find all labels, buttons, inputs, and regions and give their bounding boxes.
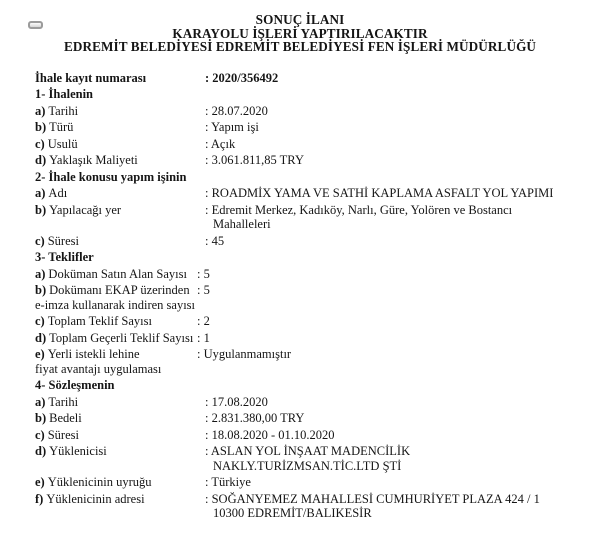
field-value	[205, 444, 582, 473]
field-label	[35, 475, 205, 490]
field-prefix: a)	[35, 266, 46, 281]
field-prefix: b)	[35, 283, 47, 297]
field-label	[35, 283, 197, 312]
document-page	[0, 13, 600, 539]
field-label	[35, 428, 205, 443]
field-value-line: : 2	[197, 314, 210, 328]
field-value-line: NAKLY.TURİZMSAN.TİC.LTD ŞTİ	[213, 458, 402, 473]
field-value-line: : 5	[197, 283, 210, 297]
field-label	[35, 267, 197, 282]
collapse-handle-icon[interactable]	[28, 21, 43, 29]
field-value	[205, 203, 582, 232]
field-value-line: : 28.07.2020	[205, 103, 268, 118]
field-label-text: Doküman Satın Alan Sayısı	[48, 266, 187, 281]
field-label-text: Toplam Geçerli Teklif Sayısı	[49, 330, 194, 345]
field-value	[197, 267, 582, 282]
announcement-table	[35, 71, 582, 521]
section-header	[35, 170, 582, 185]
field-value-line: : ROADMİX YAMA VE SATHİ KAPLAMA ASFALT YOL YAPIMI	[205, 186, 554, 200]
field-value-line: : 5	[197, 266, 210, 281]
table-row	[35, 267, 582, 282]
field-value-line: : 17.08.2020	[205, 394, 268, 409]
document-subtitle: KARAYOLU İŞLERİ YAPTIRILACAKTIR	[172, 25, 428, 41]
field-value	[197, 347, 582, 362]
field-prefix: f)	[35, 491, 44, 506]
table-row	[35, 186, 582, 201]
table-row	[35, 411, 582, 426]
field-label	[35, 492, 205, 507]
table-row	[35, 203, 582, 232]
field-value	[205, 395, 582, 410]
table-row	[35, 347, 582, 376]
field-label	[35, 137, 205, 152]
field-value-line: : Edremit Merkez, Kadıköy, Narlı, Güre, Yolören ve Bostancı	[205, 202, 513, 217]
field-value-line: : 2.831.380,00 TRY	[205, 411, 305, 425]
table-row	[35, 475, 582, 490]
table-row	[35, 428, 582, 443]
field-prefix: a)	[35, 103, 46, 118]
table-row	[35, 120, 582, 135]
section-title: 4- Sözleşmenin	[35, 378, 115, 392]
table-row	[35, 234, 582, 249]
section-header	[35, 87, 582, 102]
section-header	[35, 378, 582, 393]
field-value	[197, 331, 582, 346]
field-value	[205, 71, 582, 86]
field-label-text: Yüklenicinin uyruğu	[47, 475, 152, 489]
field-value	[205, 234, 582, 249]
field-label	[35, 203, 205, 218]
field-label	[35, 347, 197, 376]
field-label-text: Süresi	[47, 233, 79, 248]
field-prefix: c)	[35, 233, 45, 248]
field-value-line: : Açık	[205, 136, 236, 151]
field-label	[35, 444, 205, 459]
field-value-line: : SOĞANYEMEZ MAHALLESİ CUMHURİYET PLAZA 424 / 1	[205, 491, 540, 506]
section-title: 1- İhalenin	[35, 87, 94, 101]
document-title: SONUÇ İLANI	[255, 12, 345, 27]
field-label-line2: e-imza kullanarak indiren sayısı	[35, 297, 196, 312]
section-title: 2- İhale konusu yapım işinin	[35, 169, 187, 184]
field-prefix: b)	[35, 120, 47, 134]
field-value-line: : Yapım işi	[205, 120, 259, 134]
table-row	[35, 314, 582, 329]
field-value	[205, 492, 582, 521]
field-value	[205, 186, 582, 201]
field-value	[205, 104, 582, 119]
field-prefix: e)	[35, 475, 45, 489]
field-value-line: : 2020/356492	[205, 70, 279, 85]
field-value	[205, 475, 582, 490]
field-value	[197, 314, 582, 329]
field-value-line: 10300 EDREMİT/BALIKESİR	[213, 506, 372, 520]
field-prefix: d)	[35, 153, 47, 167]
field-label	[35, 411, 205, 426]
field-value-line: : 45	[205, 233, 225, 248]
field-label-text: Usulü	[47, 136, 78, 151]
field-label-text: Tarihi	[48, 394, 79, 409]
field-prefix: e)	[35, 347, 45, 361]
field-label	[35, 120, 205, 135]
table-row	[35, 492, 582, 521]
table-row	[35, 153, 582, 168]
field-prefix: c)	[35, 427, 45, 442]
field-label	[35, 153, 205, 168]
field-prefix: d)	[35, 444, 47, 458]
field-value	[205, 411, 582, 426]
field-label	[35, 104, 205, 119]
field-label	[35, 71, 205, 86]
field-label-text: Dokümanı EKAP üzerinden	[49, 283, 190, 297]
field-value	[205, 137, 582, 152]
document-header	[0, 13, 600, 54]
field-prefix: d)	[35, 330, 47, 345]
section-title: 3- Teklifler	[35, 250, 94, 264]
field-label	[35, 186, 205, 201]
field-label-text: İhale kayıt numarası	[35, 70, 147, 85]
table-row	[35, 137, 582, 152]
field-prefix: c)	[35, 136, 45, 151]
table-row	[35, 71, 582, 86]
table-row	[35, 283, 582, 312]
field-label-text: Yaklaşık Maliyeti	[49, 153, 138, 167]
field-value-line: : 3.061.811,85 TRY	[205, 153, 304, 167]
table-row	[35, 444, 582, 473]
table-row	[35, 104, 582, 119]
table-row	[35, 395, 582, 410]
issuing-authority: EDREMİT BELEDİYESİ EDREMİT BELEDİYESİ FEN İŞLERİ MÜDÜRLÜĞÜ	[63, 39, 537, 54]
field-value-line: : 18.08.2020 - 01.10.2020	[205, 427, 335, 442]
field-value	[197, 283, 582, 298]
field-label-text: Adı	[48, 186, 68, 200]
field-label-text: Yüklenicinin adresi	[46, 491, 145, 506]
field-label	[35, 234, 205, 249]
field-value-line: : ASLAN YOL İNŞAAT MADENCİLİK	[205, 444, 411, 458]
field-label	[35, 331, 197, 346]
field-label-text: Bedeli	[49, 411, 82, 425]
field-label-line2: fiyat avantajı uygulaması	[35, 361, 162, 376]
field-label-text: Yüklenicisi	[49, 444, 107, 458]
field-label-text: Tarihi	[48, 103, 79, 118]
field-value	[205, 120, 582, 135]
field-prefix: b)	[35, 202, 47, 217]
table-row	[35, 331, 582, 346]
field-label	[35, 395, 205, 410]
field-prefix: a)	[35, 394, 46, 409]
field-value-line: Mahalleleri	[213, 217, 271, 231]
field-label-text: Türü	[49, 120, 74, 134]
field-label	[35, 314, 197, 329]
field-value-line: : Uygulanmamıştır	[197, 347, 292, 361]
field-prefix: a)	[35, 186, 46, 200]
field-label-text: Yapılacağı yer	[49, 202, 122, 217]
field-label-text: Süresi	[47, 427, 79, 442]
field-value	[205, 428, 582, 443]
field-prefix: b)	[35, 411, 47, 425]
field-value-line: : 1	[197, 330, 210, 345]
field-value	[205, 153, 582, 168]
field-label-text: Toplam Teklif Sayısı	[47, 314, 152, 328]
section-header	[35, 250, 582, 265]
field-prefix: c)	[35, 314, 45, 328]
field-value-line: : Türkiye	[205, 475, 251, 489]
field-label-text: Yerli istekli lehine	[47, 347, 140, 361]
